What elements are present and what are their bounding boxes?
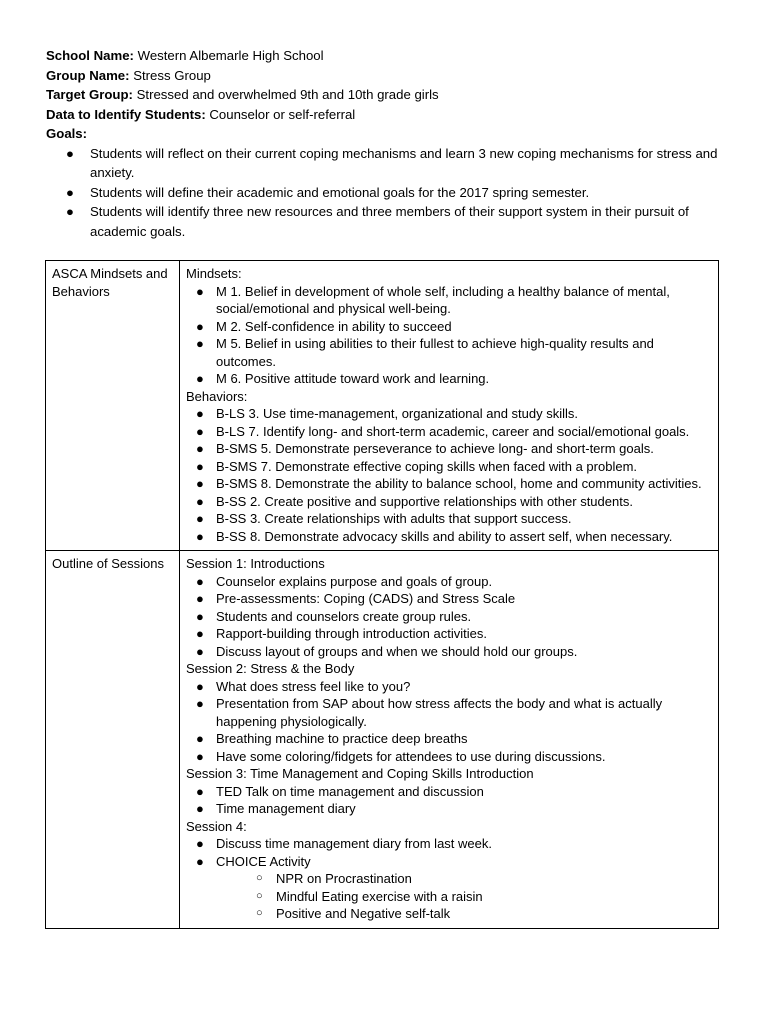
session-1-list — [186, 573, 712, 661]
session-item — [186, 643, 712, 661]
session-4-list — [186, 835, 712, 870]
bullet-icon: ● — [66, 145, 74, 161]
bullet-icon: ● — [196, 318, 204, 334]
behaviors-heading: Behaviors: — [186, 388, 248, 404]
behavior-item — [186, 440, 712, 458]
behavior-item — [186, 493, 712, 511]
target-group-line — [46, 85, 726, 105]
behavior-item — [186, 423, 712, 441]
bullet-icon: ● — [196, 283, 204, 299]
outline-label-cell: Outline of Sessions — [46, 551, 180, 929]
table-row — [46, 551, 719, 929]
session-4-title: Session 4: — [186, 818, 247, 834]
bullet-icon: ● — [196, 406, 204, 421]
session-2-list — [186, 678, 712, 766]
behavior-text: B-SMS 5. Demonstrate perseverance to achieve long- and short-term goals. — [216, 441, 654, 456]
mindset-item — [186, 370, 712, 388]
session-item-text: CHOICE Activity — [216, 853, 311, 869]
bullet-icon: ● — [196, 423, 204, 439]
bullet-icon: ● — [196, 591, 204, 606]
session-item-text: Rapport-building through introduction activities. — [216, 626, 487, 641]
bullet-icon: ● — [196, 748, 204, 764]
session-item — [186, 783, 712, 801]
behavior-text: B-SS 3. Create relationships with adults that support success. — [216, 511, 572, 526]
bullet-icon: ● — [196, 853, 204, 869]
mindset-item — [186, 335, 712, 370]
session-item-text: Have some coloring/fidgets for attendees to use during discussions. — [216, 748, 606, 764]
session-3-list — [186, 783, 712, 818]
session-item — [186, 748, 712, 766]
session-item-text: Counselor explains purpose and goals of group. — [216, 573, 493, 589]
session-item — [186, 678, 712, 696]
mindsets-list — [186, 283, 712, 388]
behavior-text: B-LS 7. Identify long- and short-term academic, career and social/emotional goals. — [216, 423, 690, 439]
school-name-label: School Name: — [46, 48, 134, 63]
school-name-line — [46, 46, 726, 66]
group-name-label: Group Name: — [46, 67, 130, 83]
session-item-text: Presentation from SAP about how stress affects the body and what is actually happening physiologically. — [216, 696, 663, 729]
group-name-value: Stress Group — [133, 67, 211, 83]
bullet-icon: ● — [196, 608, 204, 624]
bullet-icon: ● — [196, 696, 204, 711]
session-item-text: TED Talk on time management and discussion — [216, 783, 484, 799]
identify-data-line — [46, 105, 726, 125]
goal-item — [46, 183, 726, 203]
bullet-icon: ● — [196, 493, 204, 509]
session-item-text: Breathing machine to practice deep breaths — [216, 731, 468, 746]
bullet-icon: ● — [196, 801, 204, 816]
session-item — [186, 730, 712, 748]
mindset-text: M 5. Belief in using abilities to their fullest to achieve high-quality results and outcomes. — [216, 336, 654, 369]
outline-content-cell — [180, 551, 719, 929]
bullet-icon: ● — [196, 336, 204, 351]
choice-item-text: Mindful Eating exercise with a raisin — [276, 888, 483, 904]
choice-activity-list — [186, 870, 712, 923]
bullet-icon: ● — [196, 783, 204, 799]
bullet-icon: ● — [196, 458, 204, 474]
behaviors-list — [186, 405, 712, 545]
behavior-item — [186, 475, 712, 493]
goals-label: Goals: — [46, 126, 88, 141]
bullet-icon: ● — [196, 441, 204, 456]
choice-item-text: Positive and Negative self-talk — [276, 906, 451, 921]
behavior-item — [186, 510, 712, 528]
session-3-title: Session 3: Time Management and Coping Skills Introduction — [186, 766, 534, 781]
choice-item-text: NPR on Procrastination — [276, 871, 412, 886]
session-item-text: What does stress feel like to you? — [216, 678, 411, 694]
bullet-icon: ● — [196, 573, 204, 589]
session-item — [186, 853, 712, 871]
goal-text: Students will define their academic and emotional goals for the 2017 spring semester. — [90, 184, 590, 200]
bullet-icon: ● — [196, 678, 204, 694]
behavior-item — [186, 528, 712, 546]
mindset-text: M 6. Positive attitude toward work and learning. — [216, 371, 490, 386]
behavior-text: B-SMS 8. Demonstrate the ability to balance school, home and community activities. — [216, 476, 702, 491]
session-item — [186, 835, 712, 853]
session-item — [186, 573, 712, 591]
target-group-label: Target Group: — [46, 87, 133, 102]
asca-label-cell: ASCA Mindsets and Behaviors — [46, 261, 180, 551]
behavior-text: B-LS 3. Use time-management, organizational and study skills. — [216, 406, 579, 421]
mindset-item — [186, 318, 712, 336]
mindset-item — [186, 283, 712, 318]
bullet-icon: ● — [196, 626, 204, 641]
identify-data-label: Data to Identify Students: — [46, 106, 206, 122]
circle-bullet-icon: ○ — [256, 907, 263, 919]
table-row — [46, 261, 719, 551]
choice-item — [186, 888, 712, 906]
bullet-icon: ● — [196, 836, 204, 851]
group-plan-table — [45, 260, 719, 929]
goals-list — [46, 144, 726, 242]
behavior-item — [186, 405, 712, 423]
session-item-text: Discuss layout of groups and when we should hold our groups. — [216, 643, 578, 659]
choice-item — [186, 870, 712, 888]
identify-data-value: Counselor or self-referral — [209, 106, 356, 122]
group-name-line — [46, 66, 726, 86]
school-name-value: Western Albemarle High School — [137, 48, 324, 63]
goal-text: Students will reflect on their current coping mechanisms and learn 3 new coping mechanisms for stress and anxiety. — [90, 145, 718, 180]
mindset-text: M 2. Self-confidence in ability to succeed — [216, 318, 452, 334]
session-1-title: Session 1: Introductions — [186, 556, 325, 571]
circle-bullet-icon: ○ — [256, 889, 263, 902]
goals-heading-line — [46, 124, 726, 144]
session-item-text: Students and counselors create group rules. — [216, 608, 472, 624]
bullet-icon: ● — [196, 476, 204, 491]
bullet-icon: ● — [196, 371, 204, 386]
circle-bullet-icon: ○ — [256, 872, 263, 884]
bullet-icon: ● — [66, 184, 74, 200]
goal-text: Students will identify three new resources and three members of their support system in their pursuit of academic goals. — [90, 204, 689, 239]
session-item — [186, 695, 712, 730]
bullet-icon: ● — [196, 528, 204, 544]
session-item — [186, 625, 712, 643]
behavior-text: B-SS 8. Demonstrate advocacy skills and ability to assert self, when necessary. — [216, 528, 673, 544]
session-2-title: Session 2: Stress & the Body — [186, 661, 355, 676]
goal-item — [46, 202, 726, 241]
choice-item — [186, 905, 712, 923]
session-item — [186, 590, 712, 608]
bullet-icon: ● — [196, 511, 204, 526]
goal-item — [46, 144, 726, 183]
target-group-value: Stressed and overwhelmed 9th and 10th grade girls — [136, 87, 439, 102]
session-item-text: Pre-assessments: Coping (CADS) and Stress Scale — [216, 591, 516, 606]
session-item-text: Discuss time management diary from last week. — [216, 836, 492, 851]
bullet-icon: ● — [66, 204, 74, 219]
mindsets-heading: Mindsets: — [186, 266, 242, 281]
behavior-text: B-SMS 7. Demonstrate effective coping skills when faced with a problem. — [216, 458, 638, 474]
session-item — [186, 608, 712, 626]
session-item — [186, 800, 712, 818]
document-header — [46, 46, 726, 241]
asca-content-cell — [180, 261, 719, 551]
behavior-item — [186, 458, 712, 476]
bullet-icon: ● — [196, 643, 204, 659]
mindset-text: M 1. Belief in development of whole self, including a healthy balance of mental, social/emotional and physical well-being. — [216, 283, 670, 316]
bullet-icon: ● — [196, 731, 204, 746]
session-item-text: Time management diary — [216, 801, 356, 816]
behavior-text: B-SS 2. Create positive and supportive relationships with other students. — [216, 493, 633, 509]
